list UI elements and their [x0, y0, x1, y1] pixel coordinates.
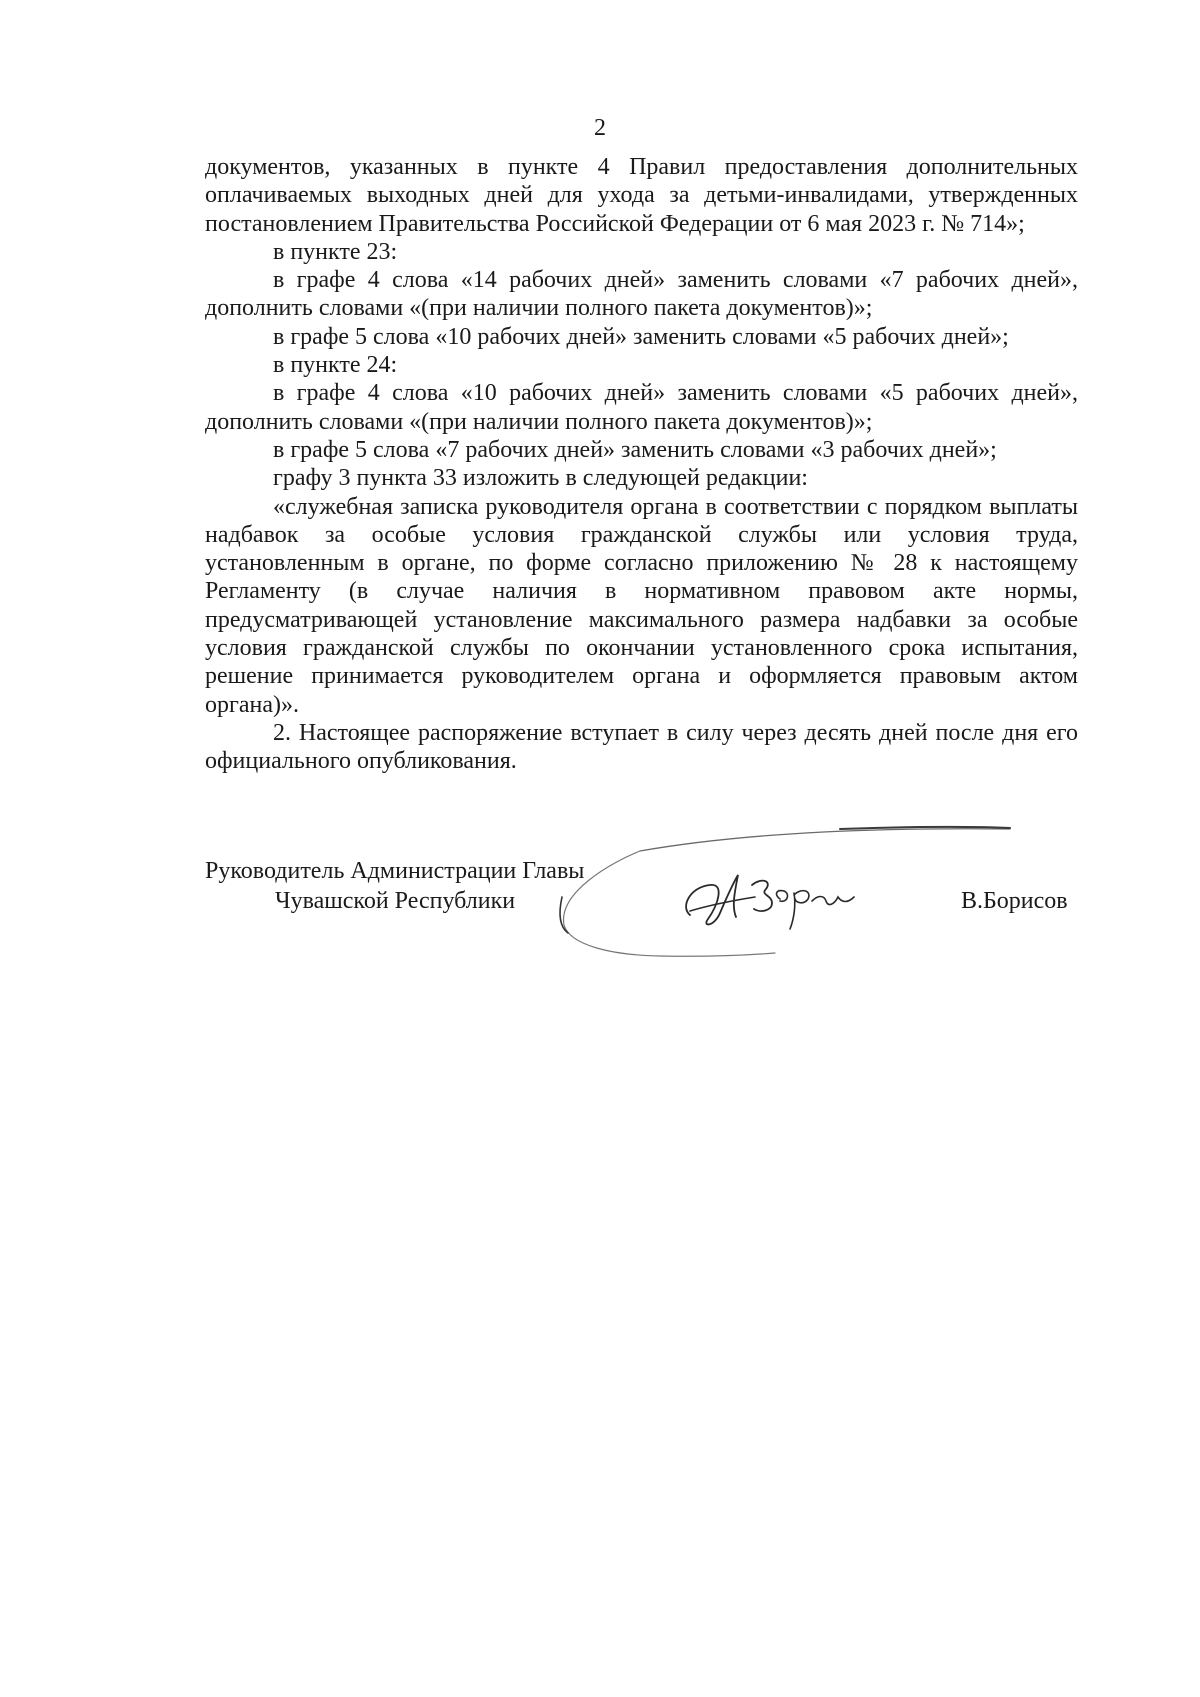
- paragraph-item-33-intro: графу 3 пункта 33 изложить в следующей редакции:: [273, 465, 808, 492]
- paragraph-item-33-text: «служебная записка руководителя органа в соответствии с порядком выплаты надбавок за особые условия гражданской службы или условия труда, установленным в органе, по форме согласно приложению № 28 к настоящему Регламенту (в случае наличия в нормативном правовом акте нормы, предусматривающей установление максимального размера надбавки за особые условия гражданской службы по окончании установленного срока испытания, решение принимается руководителем органа и оформляется правовым актом органа)».: [205, 493, 1078, 718]
- paragraph-effective-date: 2. Настоящее распоряжение вступает в силу через десять дней после дня его официального опубликования.: [205, 719, 1078, 775]
- document-body: [205, 153, 1078, 776]
- paragraph-item-24: в пункте 24:: [273, 352, 398, 379]
- paragraph-item-23-column-4: в графе 4 слова «14 рабочих дней» заменить словами «7 рабочих дней», дополнить словами «(при наличии полного пакета документов)»;: [205, 267, 1078, 322]
- paragraph-item-24-column-4: в графе 4 слова «10 рабочих дней» заменить словами «5 рабочих дней», дополнить словами «(при наличии полного пакета документов)»;: [205, 380, 1078, 435]
- paragraph-continuation: документов, указанных в пункте 4 Правил предоставления дополнительных оплачиваемых выходных дней для ухода за детьми-инвалидами, утвержденных постановлением Правительства Российской Федерации от 6 мая 2023 г. № 714»;: [205, 154, 1078, 237]
- signatory-title-line-2: Чувашской Республики: [275, 888, 516, 914]
- paragraph-item-24-column-5: в графе 5 слова «7 рабочих дней» заменить словами «3 рабочих дней»;: [273, 436, 997, 463]
- page-number: 2: [594, 115, 606, 141]
- paragraph-item-23-column-5: в графе 5 слова «10 рабочих дней» заменить словами «5 рабочих дней»;: [273, 323, 1009, 350]
- signatory-title-line-1: Руководитель Администрации Главы: [205, 858, 585, 884]
- paragraph-item-23: в пункте 23:: [273, 238, 398, 265]
- signatory-name: В.Борисов: [961, 888, 1068, 914]
- handwritten-signature: [540, 815, 1020, 965]
